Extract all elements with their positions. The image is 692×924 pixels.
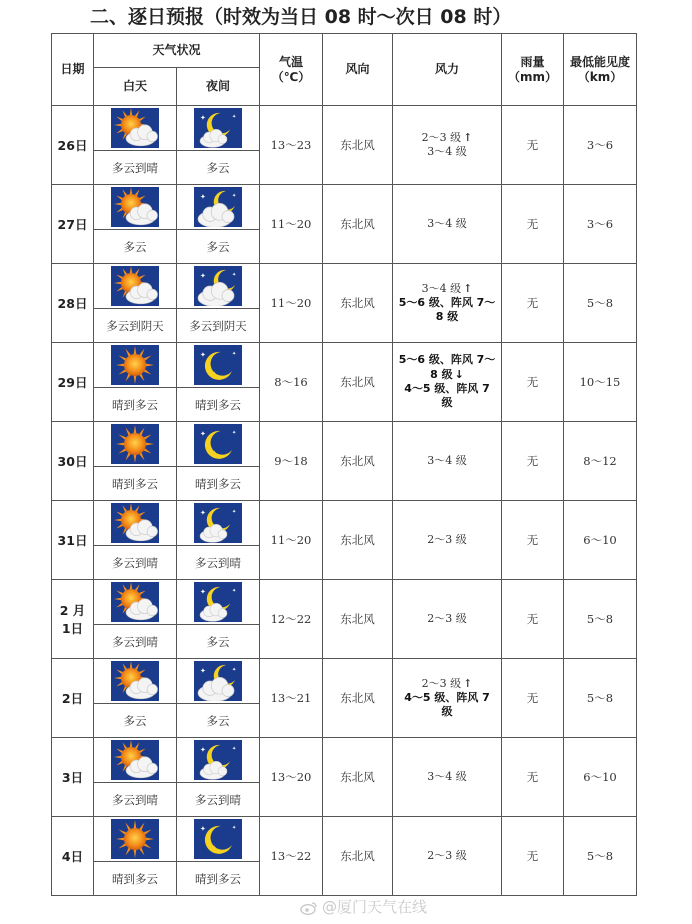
wind-direction-cell: 东北风 — [323, 738, 393, 817]
night-icon-cell — [177, 264, 260, 309]
sun-cloud-icon — [111, 740, 159, 780]
forecast-table — [51, 33, 637, 896]
temperature-cell: 13～21 — [260, 659, 323, 738]
forecast-row — [52, 738, 637, 783]
visibility-cell: 3～6 — [564, 185, 637, 264]
night-icon-cell — [177, 343, 260, 388]
visibility-cell: 10～15 — [564, 343, 637, 422]
night-description: 多云到阴天 — [177, 309, 260, 343]
night-icon-cell — [177, 817, 260, 862]
wind-force-cell — [393, 422, 502, 501]
header-rain: 雨量 （mm） — [502, 34, 564, 106]
date-cell: 26日 — [52, 106, 94, 185]
wind-direction-cell: 东北风 — [323, 501, 393, 580]
forecast-row — [52, 106, 637, 151]
sun-cloud-icon — [111, 503, 159, 543]
date-cell: 29日 — [52, 343, 94, 422]
wind-force-line: 3～4 级 — [427, 453, 467, 467]
day-icon-cell — [94, 422, 177, 467]
wind-force-line: 级 — [441, 705, 453, 719]
night-icon-cell — [177, 580, 260, 625]
day-icon-cell — [94, 185, 177, 230]
wind-direction-cell: 东北风 — [323, 659, 393, 738]
wind-force-line: 2～3 级 — [427, 532, 467, 546]
wind-force-cell — [393, 264, 502, 343]
header-date: 日期 — [52, 34, 94, 106]
wind-force-cell — [393, 817, 502, 896]
moon-icon — [194, 819, 242, 859]
cloud-moon-icon — [194, 187, 242, 227]
svg-text:✦: ✦ — [232, 509, 237, 515]
rain-cell: 无 — [502, 106, 564, 185]
wind-force-line: 3～4 级 — [427, 216, 467, 230]
temperature-cell: 11～20 — [260, 264, 323, 343]
watermark — [300, 895, 427, 919]
temperature-cell: 13～22 — [260, 817, 323, 896]
day-icon-cell — [94, 343, 177, 388]
forecast-row — [52, 580, 637, 625]
sun-icon — [111, 424, 159, 464]
forecast-row — [52, 422, 637, 467]
temperature-cell: 9～18 — [260, 422, 323, 501]
trend-arrow: ↑ — [463, 676, 473, 690]
svg-text:✦: ✦ — [232, 430, 237, 436]
header-weather: 天气状况 — [94, 34, 260, 68]
svg-text:✦: ✦ — [200, 588, 206, 596]
wind-direction-cell: 东北风 — [323, 580, 393, 659]
rain-cell: 无 — [502, 264, 564, 343]
night-description: 多云到晴 — [177, 783, 260, 817]
sun-cloud-icon — [111, 582, 159, 622]
svg-text:✦: ✦ — [232, 667, 237, 673]
wind-force-cell — [393, 580, 502, 659]
night-description: 多云 — [177, 151, 260, 185]
wind-direction-cell: 东北风 — [323, 817, 393, 896]
rain-cell: 无 — [502, 501, 564, 580]
trend-arrow: ↑ — [463, 130, 473, 144]
svg-text:✦: ✦ — [232, 114, 237, 120]
header-wind-force: 风力 — [393, 34, 502, 106]
wind-force-line: 4～5 级、阵风 7 — [404, 382, 490, 395]
sun-cloud-icon — [111, 108, 159, 148]
forecast-row — [52, 185, 637, 230]
temperature-cell: 11～20 — [260, 501, 323, 580]
day-icon-cell — [94, 817, 177, 862]
wind-force-cell — [393, 659, 502, 738]
svg-text:✦: ✦ — [232, 746, 237, 752]
night-icon-cell — [177, 738, 260, 783]
cloud-moon-icon — [194, 266, 242, 306]
svg-text:✦: ✦ — [200, 509, 206, 517]
watermark-text: @厦门天气在线 — [322, 898, 428, 916]
header-temp: 气温 （℃） — [260, 34, 323, 106]
wind-direction-cell: 东北风 — [323, 422, 393, 501]
visibility-cell: 6～10 — [564, 738, 637, 817]
sun-cloud-icon — [111, 266, 159, 306]
moon-icon — [194, 345, 242, 385]
night-icon-cell — [177, 185, 260, 230]
wind-force-line: 4～5 级、阵风 7 — [404, 690, 490, 704]
day-description: 多云到晴 — [94, 151, 177, 185]
date-cell: 28日 — [52, 264, 94, 343]
rain-cell: 无 — [502, 422, 564, 501]
rain-cell: 无 — [502, 817, 564, 896]
svg-text:✦: ✦ — [232, 825, 237, 831]
svg-text:✦: ✦ — [200, 272, 206, 280]
day-icon-cell — [94, 738, 177, 783]
trend-arrow: ↑ — [463, 281, 473, 295]
moon-cloud-icon — [194, 582, 242, 622]
date-cell: 2 月 1日 — [52, 580, 94, 659]
day-description: 多云到晴 — [94, 783, 177, 817]
weibo-logo-icon — [300, 901, 318, 915]
night-description: 晴到多云 — [177, 467, 260, 501]
header-day: 白天 — [94, 68, 177, 106]
night-icon-cell — [177, 501, 260, 546]
svg-text:✦: ✦ — [200, 825, 206, 833]
svg-text:✦: ✦ — [232, 272, 237, 278]
wind-force-line: 2～3 级 — [427, 611, 467, 625]
wind-force-line: 8 级 — [435, 310, 459, 324]
day-icon-cell — [94, 106, 177, 151]
moon-cloud-icon — [194, 108, 242, 148]
date-cell: 3日 — [52, 738, 94, 817]
day-description: 多云到晴 — [94, 546, 177, 580]
temperature-cell: 11～20 — [260, 185, 323, 264]
svg-text:✦: ✦ — [232, 351, 237, 357]
day-description: 多云 — [94, 230, 177, 264]
svg-text:✦: ✦ — [200, 746, 206, 754]
moon-cloud-icon — [194, 740, 242, 780]
svg-text:✦: ✦ — [200, 667, 206, 675]
wind-force-line: 5～6 级、阵风 7～ — [398, 353, 496, 367]
sun-icon — [111, 345, 159, 385]
rain-cell: 无 — [502, 185, 564, 264]
svg-text:✦: ✦ — [200, 193, 206, 201]
forecast-row — [52, 264, 637, 309]
night-description: 多云 — [177, 230, 260, 264]
wind-force-line: 级 — [441, 396, 453, 410]
temperature-cell: 12～22 — [260, 580, 323, 659]
wind-force-cell — [393, 106, 502, 185]
wind-force-cell — [393, 185, 502, 264]
wind-force-cell — [393, 343, 502, 422]
sun-cloud-icon — [111, 187, 159, 227]
day-description: 晴到多云 — [94, 388, 177, 422]
wind-force-line: 8 级 ↓ — [430, 367, 464, 381]
svg-text:✦: ✦ — [232, 193, 237, 199]
date-cell: 31日 — [52, 501, 94, 580]
forecast-row — [52, 343, 637, 388]
day-description: 多云 — [94, 704, 177, 738]
sun-icon — [111, 819, 159, 859]
visibility-cell: 3～6 — [564, 106, 637, 185]
wind-direction-cell: 东北风 — [323, 106, 393, 185]
visibility-cell: 6～10 — [564, 501, 637, 580]
night-description: 晴到多云 — [177, 862, 260, 896]
svg-text:✦: ✦ — [200, 351, 206, 359]
date-cell: 27日 — [52, 185, 94, 264]
moon-icon — [194, 424, 242, 464]
day-description: 多云到阴天 — [94, 309, 177, 343]
date-cell: 30日 — [52, 422, 94, 501]
cloud-moon-icon — [194, 661, 242, 701]
page-title: 二、逐日预报（时效为当日 08 时～次日 08 时） — [90, 6, 512, 28]
trend-arrow: ↓ — [454, 367, 464, 381]
svg-text:✦: ✦ — [200, 430, 206, 438]
night-icon-cell — [177, 106, 260, 151]
visibility-cell: 8～12 — [564, 422, 637, 501]
visibility-cell: 5～8 — [564, 659, 637, 738]
wind-force-line: 5～6 级、阵风 7～ — [398, 295, 496, 309]
header-night: 夜间 — [177, 68, 260, 106]
visibility-cell: 5～8 — [564, 264, 637, 343]
visibility-cell: 5～8 — [564, 817, 637, 896]
night-description: 晴到多云 — [177, 388, 260, 422]
wind-force-line: 3～4 级 ↑ — [421, 281, 473, 295]
wind-force-line: 3～4 级 — [427, 769, 467, 783]
sun-cloud-icon — [111, 661, 159, 701]
day-icon-cell — [94, 501, 177, 546]
rain-cell: 无 — [502, 343, 564, 422]
day-icon-cell — [94, 659, 177, 704]
rain-cell: 无 — [502, 580, 564, 659]
wind-force-line: 3～4 级 — [427, 145, 467, 158]
wind-direction-cell: 东北风 — [323, 343, 393, 422]
wind-force-line: 2～3 级 ↑ — [421, 676, 473, 690]
svg-text:✦: ✦ — [232, 588, 237, 594]
rain-cell: 无 — [502, 659, 564, 738]
night-description: 多云到晴 — [177, 546, 260, 580]
header-wind-direction: 风向 — [323, 34, 393, 106]
day-icon-cell — [94, 580, 177, 625]
forecast-row — [52, 817, 637, 862]
date-cell: 2日 — [52, 659, 94, 738]
visibility-cell: 5～8 — [564, 580, 637, 659]
temperature-cell: 13～20 — [260, 738, 323, 817]
wind-direction-cell: 东北风 — [323, 264, 393, 343]
night-icon-cell — [177, 422, 260, 467]
forecast-row — [52, 659, 637, 704]
day-description: 晴到多云 — [94, 862, 177, 896]
svg-text:✦: ✦ — [200, 114, 206, 122]
wind-force-line: 2～3 级 ↑ — [421, 130, 473, 144]
wind-force-cell — [393, 501, 502, 580]
wind-force-line: 2～3 级 — [427, 848, 467, 862]
night-description: 多云 — [177, 704, 260, 738]
night-description: 多云 — [177, 625, 260, 659]
rain-cell: 无 — [502, 738, 564, 817]
day-icon-cell — [94, 264, 177, 309]
forecast-row — [52, 501, 637, 546]
temperature-cell: 8～16 — [260, 343, 323, 422]
moon-cloud-icon — [194, 503, 242, 543]
wind-direction-cell: 东北风 — [323, 185, 393, 264]
day-description: 多云到晴 — [94, 625, 177, 659]
temperature-cell: 13～23 — [260, 106, 323, 185]
header-visibility: 最低能见度 （km） — [564, 34, 637, 106]
date-cell: 4日 — [52, 817, 94, 896]
wind-force-cell — [393, 738, 502, 817]
day-description: 晴到多云 — [94, 467, 177, 501]
night-icon-cell — [177, 659, 260, 704]
